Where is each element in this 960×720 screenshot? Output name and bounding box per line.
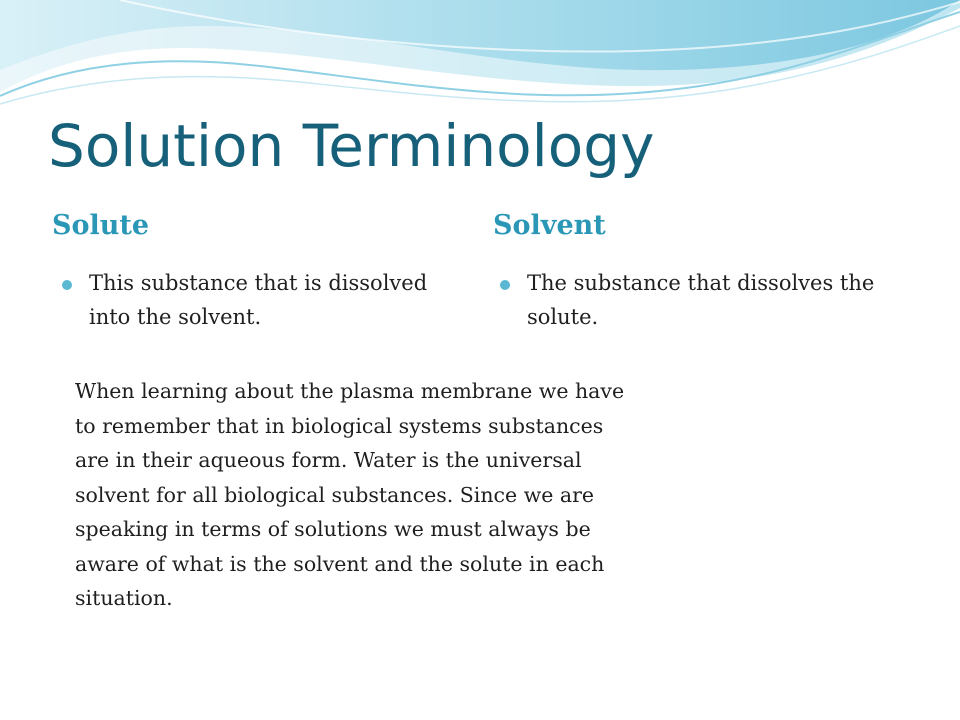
- column-heading-solvent: Solvent: [493, 210, 606, 241]
- bullet-dot-icon: [500, 280, 510, 290]
- solvent-definition: The substance that dissolves the solute.: [527, 271, 875, 329]
- slide-title: Solution Terminology: [48, 112, 655, 180]
- bullet-dot-icon: [62, 280, 72, 290]
- solute-definition: This substance that is dissolved into the solvent.: [89, 271, 428, 329]
- header-wave-decoration: [0, 0, 960, 120]
- explanatory-note: When learning about the plasma membrane we have to remember that in biological systems substances are in their aqueous form. Water is the universal solvent for all biological substances. Since we are speaking in terms of solutions we must always be aware of what is the solvent and the solute in each situation.: [75, 379, 625, 610]
- column-heading-solute: Solute: [52, 210, 150, 241]
